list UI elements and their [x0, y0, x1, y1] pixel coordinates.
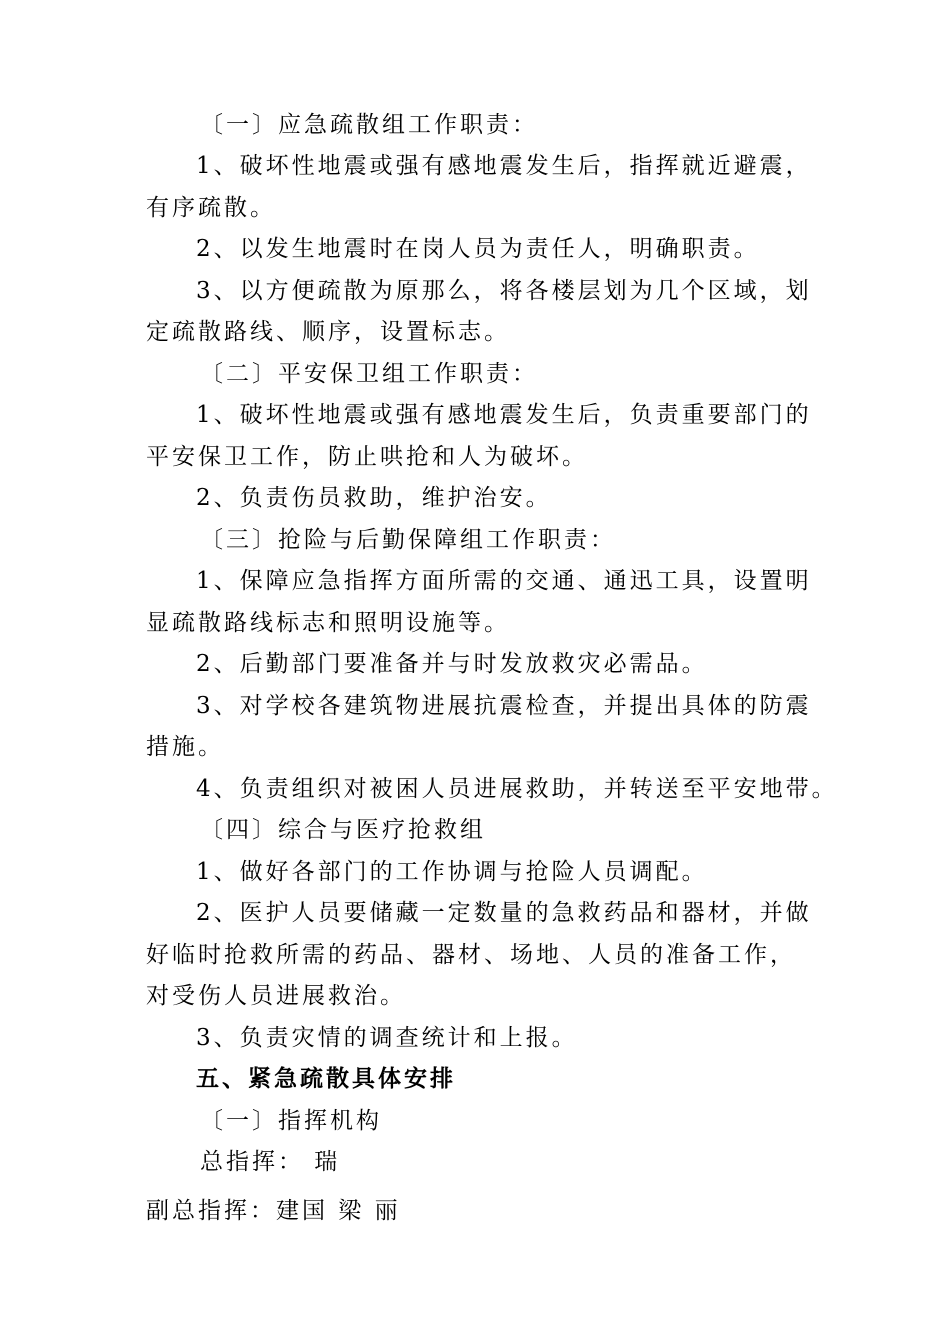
paragraph-line: 1、破坏性地震或强有感地震发生后，指挥就近避震，	[196, 153, 812, 179]
paragraph-line: 定疏散路线、顺序，设置标志。	[146, 319, 510, 345]
paragraph-line: 4、负责组织对被困人员进展救助，并转送至平安地带。	[196, 776, 838, 802]
deputy-commander-line: 副总指挥：建国 梁 丽	[146, 1198, 401, 1224]
section-heading: 五、紧急疏散具体安排	[196, 1065, 456, 1092]
subheading-security-group: 〔二〕平安保卫组工作职责：	[200, 361, 538, 387]
paragraph-line: 1、保障应急指挥方面所需的交通、通迅工具，设置明	[196, 568, 812, 594]
paragraph-line: 1、破坏性地震或强有感地震发生后，负责重要部门的	[196, 402, 812, 428]
paragraph-line: 对受伤人员进展救治。	[146, 983, 406, 1009]
commander-line: 总指挥： 瑞	[200, 1149, 341, 1175]
paragraph-line: 好临时抢救所需的药品、器材、场地、人员的准备工作，	[146, 942, 796, 968]
paragraph-line: 1、做好各部门的工作协调与抢险人员调配。	[196, 859, 708, 885]
paragraph-line: 2、医护人员要储藏一定数量的急救药品和器材，并做	[196, 900, 812, 926]
subheading-evacuation-group: 〔一〕应急疏散组工作职责：	[200, 112, 538, 138]
paragraph-line: 显疏散路线标志和照明设施等。	[146, 610, 510, 636]
paragraph-line: 3、对学校各建筑物进展抗震检查，并提出具体的防震	[196, 693, 812, 719]
paragraph-line: 2、后勤部门要准备并与时发放救灾必需品。	[196, 651, 708, 677]
paragraph-line: 措施。	[146, 734, 224, 760]
paragraph-line: 2、负责伤员救助，维护治安。	[196, 485, 552, 511]
paragraph-line: 有序疏散。	[146, 195, 276, 221]
subheading-command: 〔一〕指挥机构	[200, 1108, 382, 1134]
paragraph-line: 平安保卫工作，防止哄抢和人为破坏。	[146, 444, 588, 470]
subheading-logistics-group: 〔三〕抢险与后勤保障组工作职责：	[200, 527, 616, 553]
paragraph-line: 2、以发生地震时在岗人员为责任人，明确职责。	[196, 236, 760, 262]
paragraph-line: 3、以方便疏散为原那么，将各楼层划为几个区域，划	[196, 278, 812, 304]
subheading-medical-group: 〔四〕综合与医疗抢救组	[200, 817, 486, 843]
paragraph-line: 3、负责灾情的调查统计和上报。	[196, 1025, 578, 1051]
